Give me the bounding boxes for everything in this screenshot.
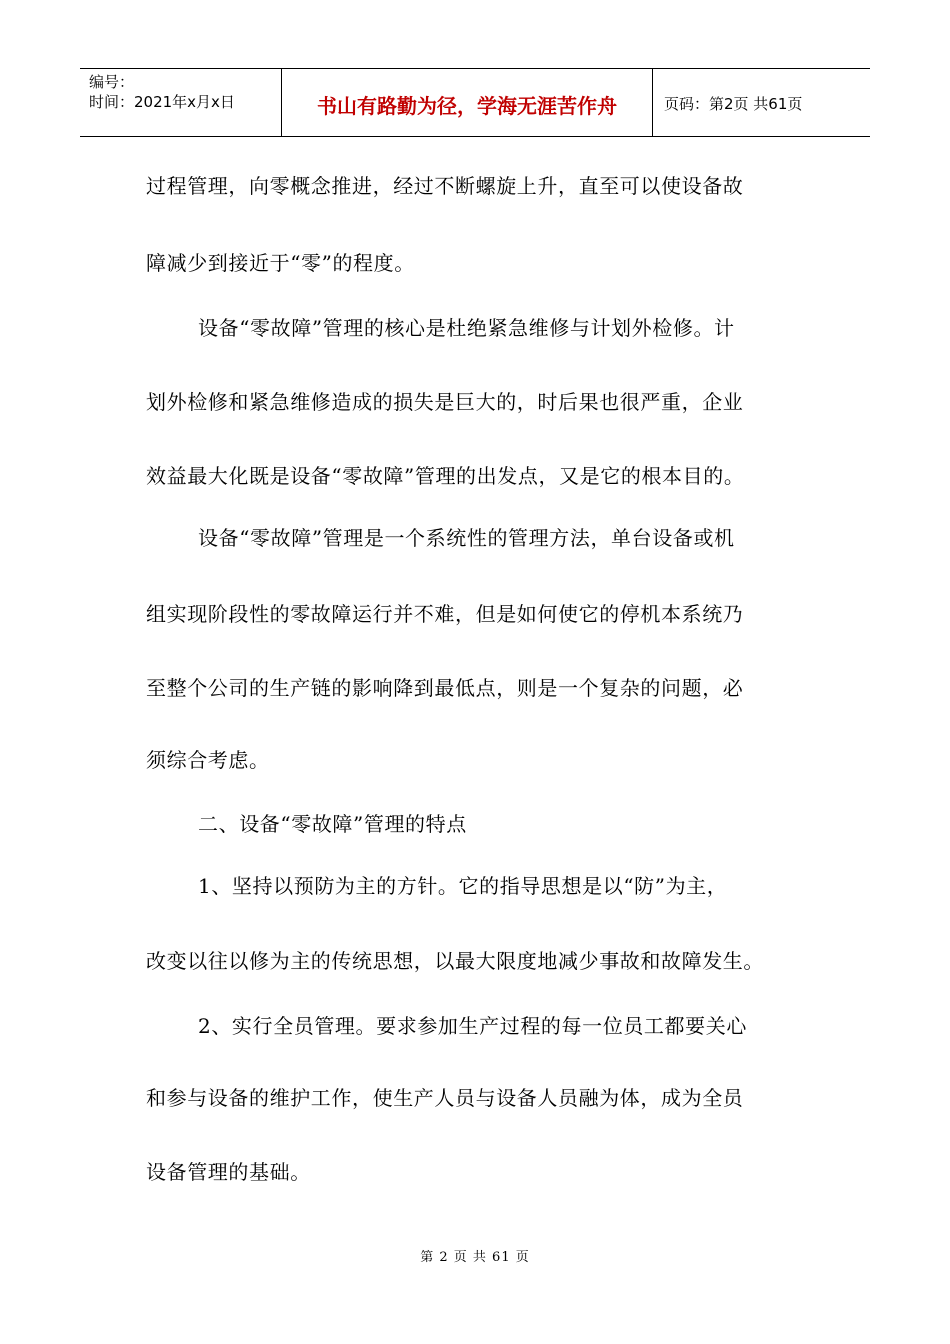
header-motto: 书山有路勤为径，学海无涯苦作舟 [282,69,653,136]
body-line: 和参与设备的维护工作，使生产人员与设备人员融为体，成为全员 [146,1086,744,1110]
body-line: 设备“零故障”管理是一个系统性的管理方法，单台设备或机 [198,526,735,550]
page-footer: 第 2 页 共 61 页 [420,1250,530,1265]
body-line: 2、实行全员管理。要求参加生产过程的每一位员工都要关心 [198,1014,747,1038]
body-line: 须综合考虑。 [146,748,270,772]
doc-date-label: 时间：2021年x月x日 [89,93,235,111]
body-line: 组实现阶段性的零故障运行并不难，但是如何使它的停机本系统乃 [146,602,744,626]
body-line: 1、坚持以预防为主的方针。它的指导思想是以“防”为主， [198,874,728,898]
body-line: 至整个公司的生产链的影响降到最低点，则是一个复杂的问题，必 [146,676,744,700]
body-line: 障减少到接近于“零”的程度。 [146,251,415,275]
body-line: 设备“零故障”管理的核心是杜绝紧急维修与计划外检修。计 [198,316,735,340]
body-line: 设备管理的基础。 [146,1160,311,1184]
body-line: 划外检修和紧急维修造成的损失是巨大的，时后果也很严重，企业 [146,390,744,414]
body-line: 效益最大化既是设备“零故障”管理的出发点，又是它的根本目的。 [146,464,745,488]
section-heading: 二、设备“零故障”管理的特点 [198,812,467,836]
header-page-info: 页码：第2页 共61页 [664,95,803,113]
body-line: 过程管理，向零概念推进，经过不断螺旋上升，直至可以使设备故 [146,174,744,198]
body-line: 改变以往以修为主的传统思想，以最大限度地减少事故和故障发生。 [146,949,764,973]
doc-number-label: 编号： [89,73,135,91]
header-meta [80,69,282,136]
page-header [80,68,870,137]
